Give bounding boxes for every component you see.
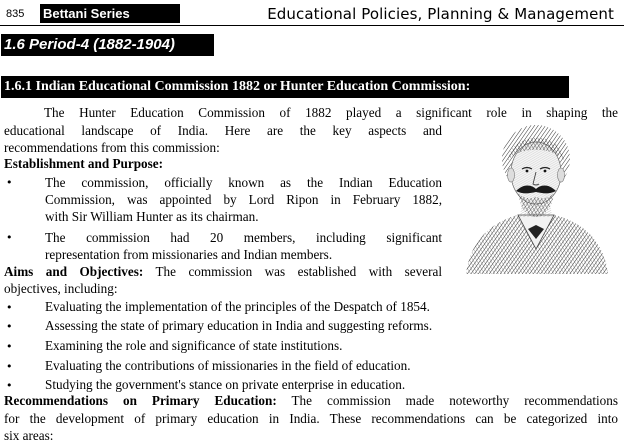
aims-bullet-4: Evaluating the contributions of missionaries in the field of education. [45, 358, 411, 373]
bullet-icon: • [6, 301, 13, 314]
bullet-icon: • [6, 379, 13, 392]
bullet-icon: • [6, 176, 13, 189]
establishment-bullet-2-line-2: representation from missionaries and Indian members. [45, 247, 333, 262]
book-title: Educational Policies, Planning & Management [267, 5, 614, 23]
header-divider [0, 25, 624, 26]
portrait-image [456, 117, 616, 274]
bullet-icon: • [6, 320, 13, 333]
recommendations-line-3: six areas: [4, 428, 54, 443]
page-header [0, 0, 624, 26]
intro-line-2: educational landscape of India. Here are the key aspects and [4, 123, 442, 138]
aims-heading: Aims and Objectives: [4, 264, 144, 279]
aims-line-1 [4, 264, 442, 279]
intro-line-1: The Hunter Education Commission of 1882 played a significant role in shaping the [44, 105, 618, 120]
bullet-icon: • [6, 360, 13, 373]
recommendations-heading: Recommendations on Primary Education: [4, 393, 277, 408]
intro-line-3: recommendations from this commission: [4, 140, 220, 155]
subsection-heading: 1.6.1 Indian Educational Commission 1882 or Hunter Education Commission: [1, 76, 569, 98]
page-number: 835 [6, 8, 25, 20]
recommendations-line-2: for the development of primary education in India. These recommendations can be categorized into [4, 411, 618, 426]
establishment-bullet-1-line-2: Commission, was appointed by Lord Ripon in February 1882, [45, 192, 442, 207]
establishment-bullet-2-line-1: The commission had 20 members, including significant [45, 230, 442, 245]
aims-bullet-5: Studying the government's stance on private enterprise in education. [45, 377, 406, 392]
establishment-heading: Establishment and Purpose: [4, 156, 164, 171]
establishment-bullet-1-line-3: with Sir William Hunter as its chairman. [45, 209, 259, 224]
recommendations-text-1: The commission made noteworthy recommendations [276, 393, 618, 408]
series-label: Bettani Series [40, 4, 180, 23]
bullet-icon: • [6, 231, 13, 244]
aims-line-2: objectives, including: [4, 281, 118, 296]
aims-bullet-1: Evaluating the implementation of the principles of the Despatch of 1854. [45, 299, 430, 314]
section-heading: 1.6 Period-4 (1882-1904) [1, 34, 214, 56]
establishment-bullet-1-line-1: The commission, officially known as the Indian Education [45, 175, 442, 190]
aims-bullet-2: Assessing the state of primary education in India and suggesting reforms. [45, 318, 433, 333]
aims-bullet-3: Examining the role and significance of state institutions. [45, 338, 343, 353]
bullet-icon: • [6, 340, 13, 353]
aims-text-1: The commission was established with several [143, 264, 442, 279]
recommendations-line-1 [4, 393, 618, 408]
